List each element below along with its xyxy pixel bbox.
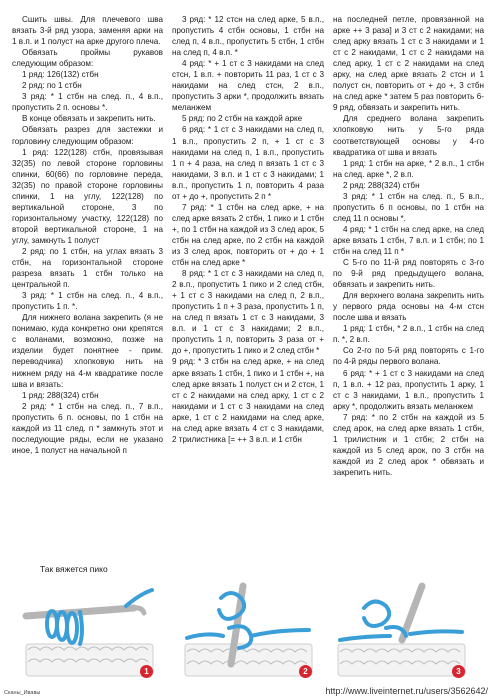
paragraph: Для среднего волана закрепить хлопковую нить у 5-го ряда соответствующей основы у 4-го квадратика от шва и вязать <box>333 114 484 157</box>
text-column-3 <box>333 14 484 478</box>
picot-figure-3 <box>334 578 469 680</box>
paragraph: 1 ряд: 126(132) стбн <box>22 70 99 80</box>
step-badge: 1 <box>140 665 153 678</box>
paragraph: 6 ряд: * 1 ст с 3 накидами на след п, 1 в.п., пропустить 2 п, + 1 ст с 3 накидами на след п, 1 в.п., пропустить 1 п + 4 раза, на след п вязать 1 ст с 3 накидами, 3 в.п. и 1 ст с 3 накидами; 1 в.п., пропустить 1 п, повторить 4 раза от + до +, пропустить 2 п * <box>172 125 324 201</box>
paragraph: 2 ряд: по 1 стбн, на углах вязать 3 стбн, на горизонтальной стороне разреза вязать 1 стбн только на центральной п. <box>12 246 163 290</box>
paragraph: 2 ряд: 288(324) стбн <box>343 180 420 190</box>
paragraph: 8 ряд: * 1 ст с 3 накидами на след п, 2 в.п., пропустить 1 пико и 2 след стбн, + 1 ст с 3 накидами на след п, 2 в.п., пропустить 1 п + 3 раза, пропустить 1 п, на след п вязать 1 ст с 3 накидами, 3 в.п. и 1 ст с 3 накидами; 2 в.п., пропустить 1 п, повторить 3 раза от + до +, пропустить 1 пико и 2 след стбн * <box>172 269 324 356</box>
paragraph: 9 ряд: * 3 стбн на след арке, + на след арке вязать 1 стбн, 1 пико и 1 стбн +, на след арке вязать 1 полуст сн и 2 стсн, 1 ст с 2 накидами на след арку, 1 ст с 2 накидами и 1 ст с 3 накидами на след арке, 1 ст с 2 накидами на след арке, на след арке вязать 4 ст с 3 накидами, 2 трилистника [= ++ 3 в.п. и 1 стбн <box>172 357 324 444</box>
paragraph: 6 ряд: * + 1 ст с 3 накидами на след п, 1 в.п. + 12 раз, пропустить 1 арку, 1 ст с 3 накидами, 1 в.п., пропустить 1 арку *, продолжить вязать меланжем <box>333 368 484 411</box>
paragraph: С 5-го по 11-й ряд повторять с 3-го по 9-й ряд предыдущего волана, обвязать и закрепить нить. <box>333 258 484 290</box>
paragraph: на последней петле, провязанной на арке ++ 3 раза] и 3 ст с 2 накидами; на след арку вязать 1 ст с 3 накидами и 1 ст с 2 накидами, 1 ст с 2 накидами на след арку, 1 ст с 2 накидами на след арку, на след арке вязать 2 стсн и 1 полуст сн, повторить от + до +, 3 стбн на след арке * затем 5 раз повторить 6-9 ряд, обвязать и закрепить нить. <box>333 15 484 113</box>
paragraph: 2 ряд: * 1 стбн на след. п., 7 в.п., пропустить 6 п. основы, по 1 стбн на каждой из 11 след. п * замкнуть этот и последующие ряды, если не указано иное, 1 полуст на начальной п <box>12 401 163 455</box>
paragraph: 1 ряд: 122(128) стбн, провязывая 32(35) по левой стороне горловины спинки, 60(66) по горловине переда, 32(35) по правой стороне горловины спинки, 1 на углу, 122(128) по вертикальной стороне, 3 по горизонтальному участку, 122(128) по второй вертикальной стороне, 1 на углу, замкнуть 1 полуст <box>12 147 163 245</box>
paragraph: Сшить швы. Для плечевого шва вязать 3-й ряд узора, заменяя арки на 1 в.п. и 1 полуст на арке другого плеча. <box>12 15 163 47</box>
paragraph: 3 ряд: * 12 стсн на след арке, 5 в.п., пропустить 4 стбн основы, 1 стбн на след п, 4 в.п., пропустить 5 стбн, 1 стбн на след п, 4 в.п. * <box>172 15 324 58</box>
paragraph: 2 ряд: по 1 стбн <box>22 81 82 91</box>
paragraph: 4 ряд: * 1 стбн на след арке, на след арке вязать 1 стбн, 7 в.п. и 1 стбн; по 1 стбн на след 11 п * <box>333 224 484 256</box>
paragraph: 1 ряд: 288(324) стбн <box>22 390 99 400</box>
paragraph: 4 ряд: * + 1 ст с 3 накидами на след стсн, 1 в.п. + повторить 11 раз, 1 ст с 3 накидами на след стсн, 2 в.п., пропустить 3 арки *, продолжить вязать меланжем <box>172 59 324 113</box>
step-badge: 2 <box>299 665 312 678</box>
paragraph: Обвязать проймы рукавов следующим образом: <box>12 48 163 69</box>
paragraph: 3 ряд: * 1 стбн на след. п., 5 в.п., пропустить 6 п основы, по 1 стбн на след 11 п основы *. <box>333 191 484 223</box>
paragraph: Обвязать разрез для застежки и горловину следующим образом: <box>12 125 163 146</box>
paragraph: 3 ряд: * 1 стбн на след. п., 4 в.п., пропустить 1 п. *. <box>12 291 163 312</box>
picot-step-3-illustration <box>334 578 469 680</box>
picot-step-2-illustration <box>181 578 316 680</box>
step-badge: 3 <box>452 665 465 678</box>
paragraph: Для нижнего волана закрепить (я не понимаю, куда конкретно они крепятся с воланами, возможно, позже на изделии будет понятнее - прим. переводчика) хлопковую нить на нижнем ряду на 4-м квадратике после шва и вязать: <box>12 313 163 389</box>
paragraph: 7 ряд: * 1 стбн на след арке, + на след арке вязать 2 стбн, 1 пико и 1 стбн +, по 1 стбн на каждой из 3 след арок, 5 стбн на след арке, по 2 стбн на каждой из 3 след арок, повторить от + до + 1 стбн на след арке * <box>172 202 324 268</box>
paragraph: Для верхнего волана закрепить нить у первого ряда основы на 4-м стсн после шва и вязать <box>333 291 484 323</box>
source-url-link[interactable]: http://www.liveinternet.ru/users/3562642/ <box>325 686 488 696</box>
paragraph: 7 ряд: * по 2 стбн на каждой из 5 след арок, на след арке вязать 1 стбн, 1 трилистник и 1 стбн; 2 стбн на каждой из 5 след арок, по 3 стбн на каждой из 2 след арок * обвязать и закрепить нить. <box>333 412 484 477</box>
picot-figure-1 <box>22 578 157 680</box>
paragraph: Со 2-го по 5-й ряд повторять с 1-го по 4-й ряды первого волана. <box>333 346 484 367</box>
paragraph: 1 ряд: 1 стбн, * 2 в.п., 1 стбн на след п. *, 2 в.п. <box>333 324 484 345</box>
paragraph: В конце обвязать и закрепить нить. <box>22 114 156 124</box>
footer-credit: Сканы_Ивавы <box>4 690 41 696</box>
paragraph: 5 ряд: по 2 стбн на каждой арке <box>182 114 303 124</box>
paragraph: 3 ряд: * 1 стбн на след. п., 4 в.п., пропустить 2 п. основы *. <box>12 92 163 113</box>
text-column-1 <box>12 14 163 456</box>
picot-step-1-illustration <box>22 578 157 680</box>
figures-row <box>0 578 494 682</box>
picot-figure-2 <box>181 578 316 680</box>
paragraph: 1 ряд: 1 стбн на арке, * 2 в.п., 1 стбн на след. арке *, 2 в.п. <box>333 158 484 179</box>
text-column-2 <box>172 14 324 445</box>
figure-caption: Так вяжется пико <box>40 564 108 574</box>
